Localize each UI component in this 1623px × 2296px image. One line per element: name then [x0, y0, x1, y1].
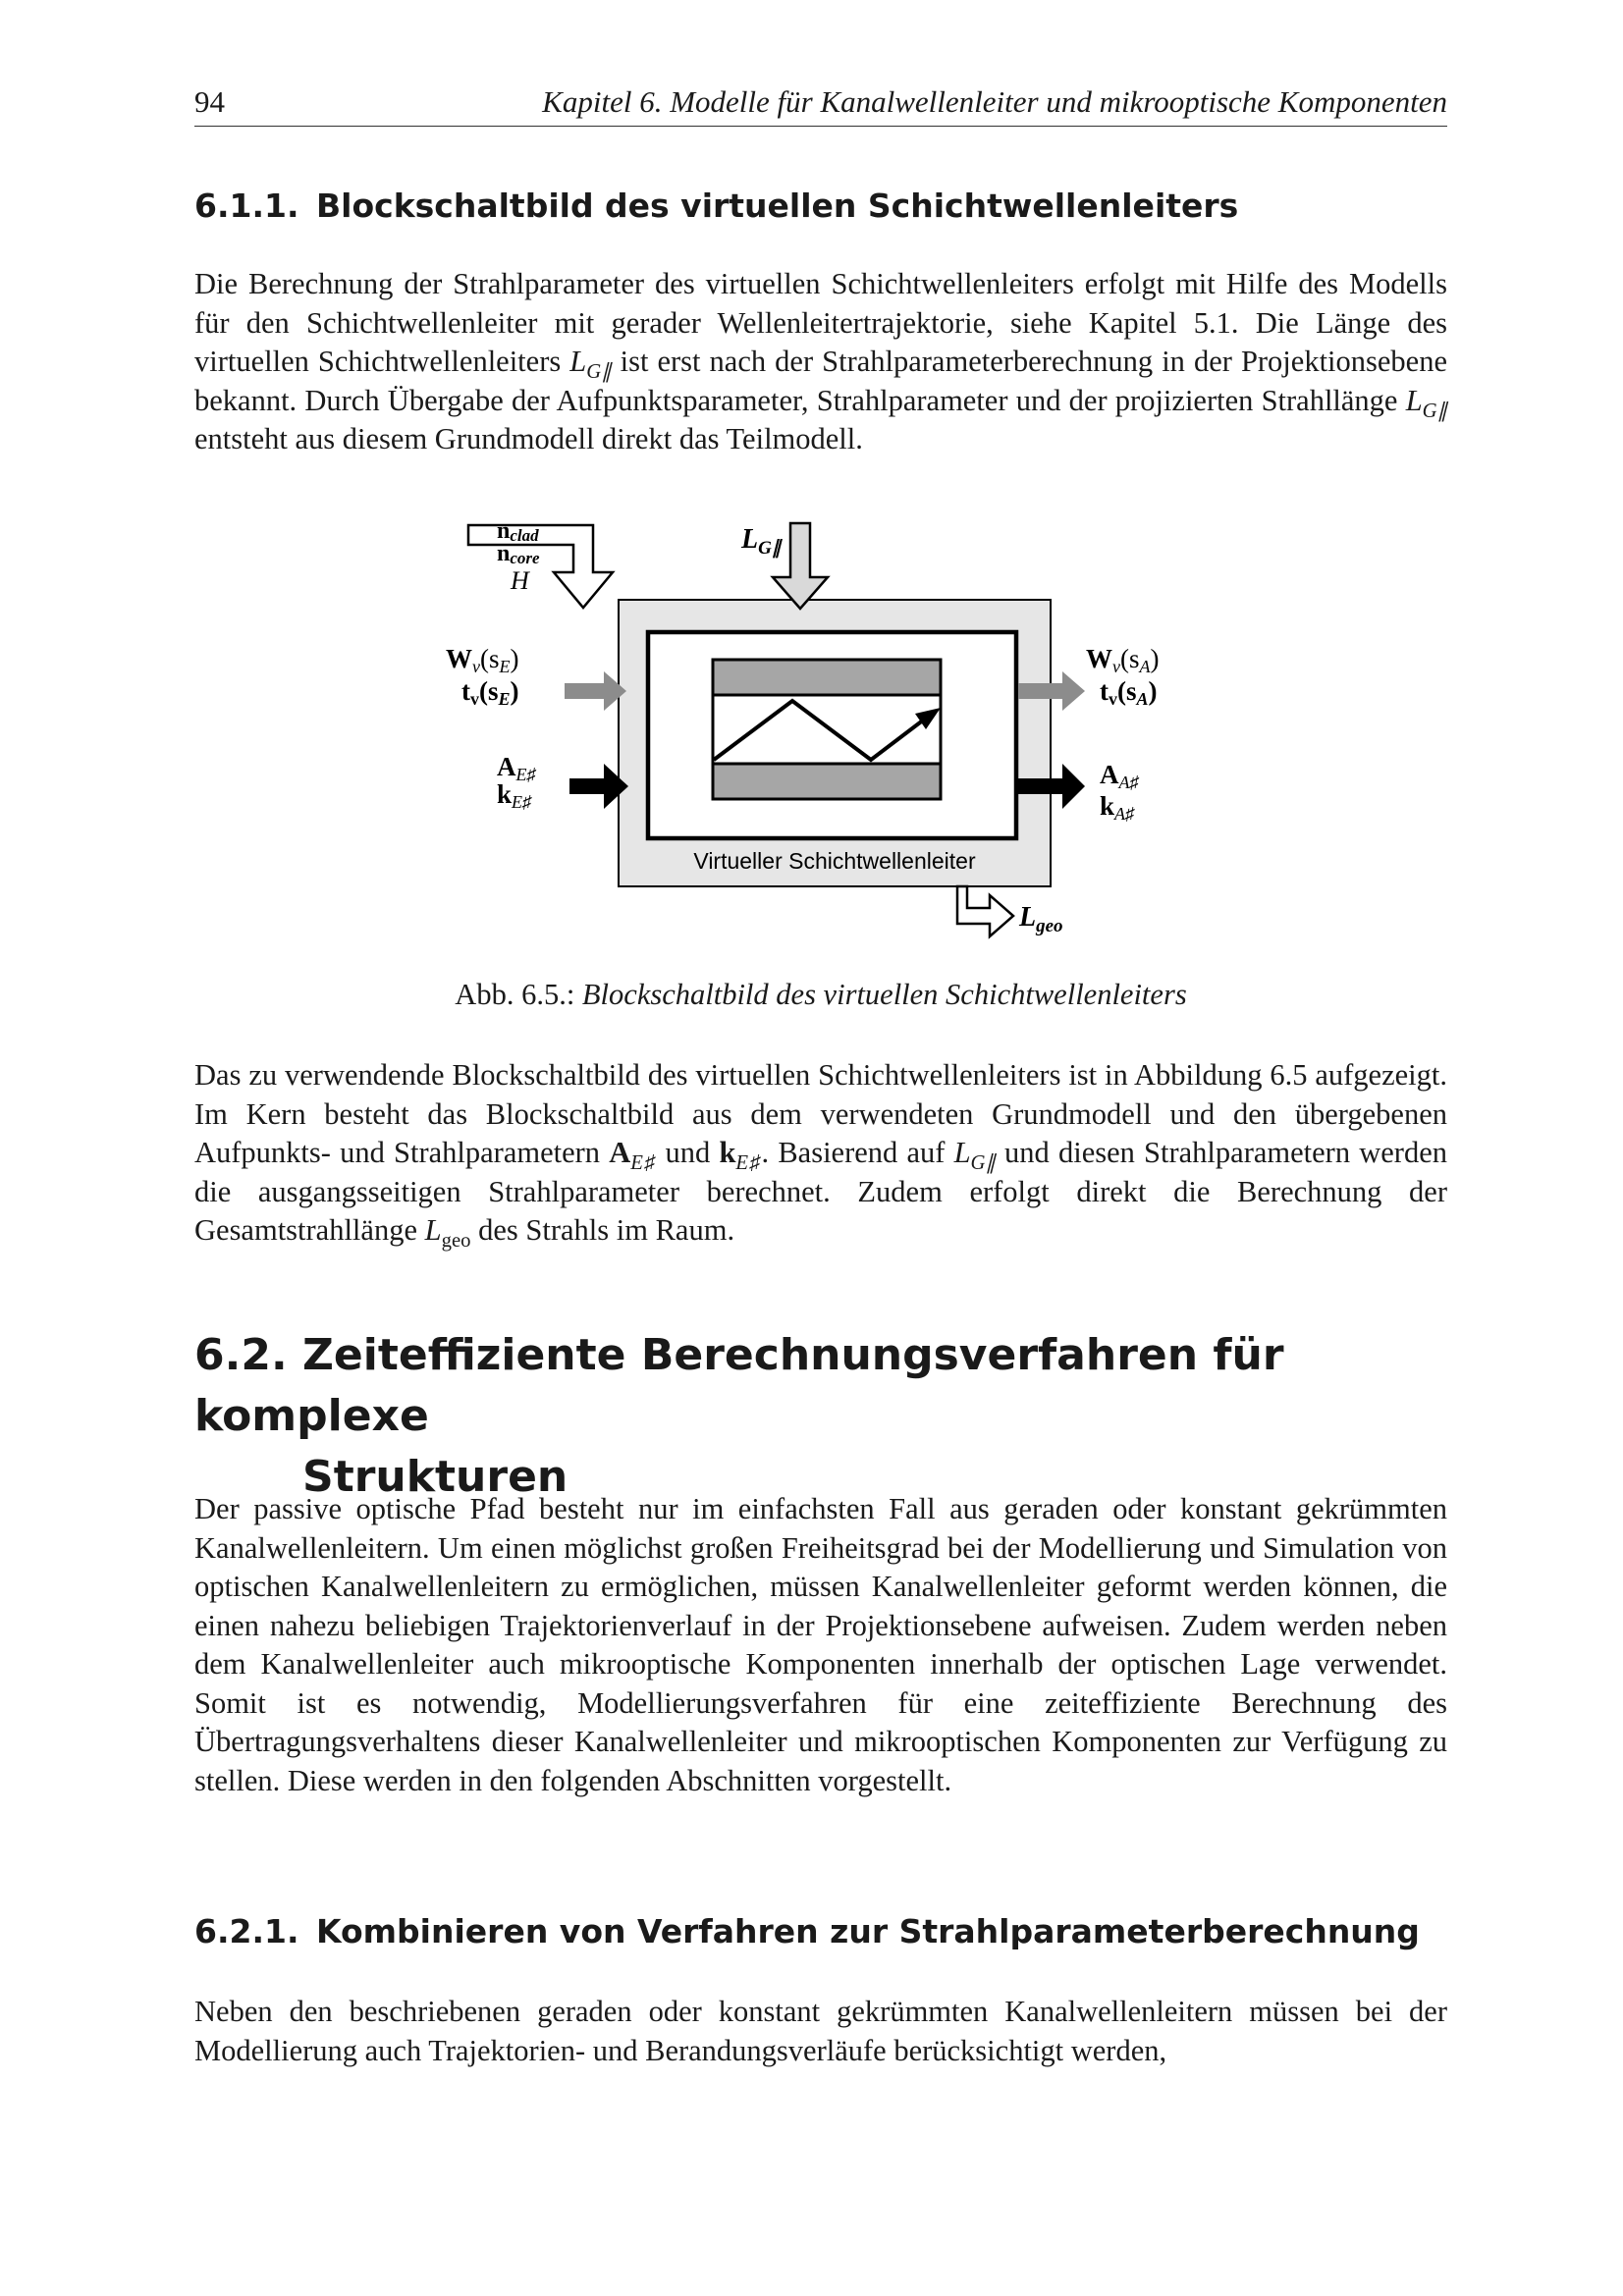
- core-layer: [713, 695, 941, 764]
- text-run: und diesen Strahlparametern werden die ausgangsseitigen Strahlparameter berechnet. Zudem erfolgt direkt die Berechnung der Gesamtstrahllänge: [194, 1136, 1447, 1247]
- length-input-arrow: [773, 523, 828, 609]
- text-run: des Strahls im Raum.: [470, 1213, 735, 1247]
- math-k-E: $k_{E♯}$: [719, 1136, 762, 1175]
- section-number: 6.1.1.: [194, 187, 299, 225]
- text-run: entsteht aus diesem Grundmodell direkt das Teilmodell.: [194, 422, 863, 455]
- math-A-E: $A_{E♯}$: [609, 1136, 657, 1175]
- caption-label: Abb. 6.5.:: [455, 978, 582, 1011]
- running-header: [194, 84, 1447, 127]
- label-k-input: kE♯: [497, 779, 532, 812]
- block-diagram-figure: [432, 518, 1178, 950]
- paragraph-4: Neben den beschriebenen geraden oder konstant gekrümmten Kanalwellenleitern müssen bei der Modellierung auch Trajektorien- und Berandungsverläufe berücksichtigt werden,: [194, 1995, 1447, 2067]
- label-t-output: tv(sA): [1100, 676, 1158, 709]
- section-heading-6-2: [194, 1325, 1447, 1508]
- section-title-line-1: Zeiteffiziente Berechnungsverfahren für komplexe: [194, 1330, 1284, 1441]
- paragraph-1: [194, 265, 1447, 459]
- text-run: ist erst nach der Strahlparameterberechnung in der Projektionsebene bekannt. Durch Übergabe der Aufpunktsparameter, Strahlparameter und der projizierten Strahllänge: [194, 345, 1448, 417]
- section-title: Kombinieren von Verfahren zur Strahlparameterberechnung: [316, 1912, 1420, 1950]
- page-number: 94: [194, 84, 225, 119]
- label-k-output: kA♯: [1100, 791, 1135, 824]
- box-label: Virtueller Schichtwellenleiter: [693, 848, 976, 874]
- geo-length-output-arrow: [957, 886, 1013, 936]
- section-title-line-2: Strukturen: [302, 1452, 568, 1502]
- upper-cladding-layer: [713, 660, 941, 695]
- paragraph-3: Der passive optische Pfad besteht nur im einfachsten Fall aus geraden oder konstant gekrümmten Kanalwellenleitern. Um einen möglichst großen Freiheitsgrad bei der Modellierung und Simulation von optischen Kanalwellenleitern zu ermöglichen, müssen Kanalwellenleiter geformt werden können, die einen nahezu beliebigen Trajektorienverlauf in der Projektionsebene aufweisen. Zudem werden neben dem Kanalwellenleiter auch mikrooptische Komponenten innerhalb der optischen Lage verwendet. Somit ist es notwendig, Modellierungsverfahren für eine zeiteffiziente Berechnung des Übertragungsverhaltens dieser Kanalwellenleiter und mikrooptischen Komponenten zur Verfügung zu stellen. Diese werden in den folgenden Abschnitten vorgestellt.: [194, 1492, 1447, 1797]
- caption-title: Blockschaltbild des virtuellen Schichtwellenleiters: [581, 978, 1187, 1011]
- label-t-input: tv(sE): [461, 676, 519, 709]
- text-run: . Basierend auf: [761, 1136, 954, 1169]
- paragraph-2: [194, 1056, 1447, 1251]
- label-L-G-input: $L_{G\parallel}$: [741, 524, 782, 559]
- text-run: Die Berechnung der Strahlparameter des virtuellen Schichtwellenleiters erfolgt mit Hilfe des Modells für den Schichtwellenleiter mit gerader Wellenleitertrajektorie, siehe Kapitel 5.1. Die Länge des virtuellen Schichtwellenleiters: [194, 267, 1447, 378]
- section-number: 6.2.: [194, 1330, 288, 1380]
- label-W-output: Wv(sA): [1086, 644, 1160, 676]
- label-H: H: [511, 566, 529, 595]
- math-L-G: $L_{G\parallel}$: [569, 345, 612, 384]
- math-L-G: $L_{G\parallel}$: [1405, 383, 1447, 422]
- label-A-input: AE♯: [497, 752, 536, 784]
- text-run: Das zu verwendende Blockschaltbild des virtuellen Schichtwellenleiters ist in Abbildung 6.5 aufgezeigt. Im Kern besteht das Blockschaltbild aus dem verwendeten Grundmodell und den übergebenen Aufpunkts- und Strahlparametern: [194, 1058, 1447, 1169]
- gray-input-arrow: [565, 671, 626, 711]
- label-n-core: ncore: [497, 541, 540, 567]
- label-L-geo: $L_{geo}$: [1019, 902, 1063, 936]
- running-title: Kapitel 6. Modelle für Kanalwellenleiter und mikrooptische Komponenten: [542, 84, 1447, 119]
- section-number: 6.2.1.: [194, 1912, 299, 1950]
- figure-caption: [194, 978, 1447, 1012]
- text-run: und: [656, 1136, 720, 1169]
- math-L-geo: $L_{geo}$: [424, 1213, 471, 1253]
- label-W-input: Wv(sE): [446, 644, 519, 676]
- label-A-output: AA♯: [1100, 760, 1139, 792]
- section-heading-6-2-1: [194, 1912, 1420, 1950]
- section-title: Blockschaltbild des virtuellen Schichtwellenleiters: [316, 187, 1239, 225]
- math-L-G: $L_{G\parallel}$: [953, 1136, 996, 1175]
- lower-cladding-layer: [713, 764, 941, 799]
- section-heading-6-1-1: [194, 187, 1238, 225]
- parameter-input-arrow: [468, 525, 613, 608]
- label-n-clad: nclad: [497, 518, 539, 545]
